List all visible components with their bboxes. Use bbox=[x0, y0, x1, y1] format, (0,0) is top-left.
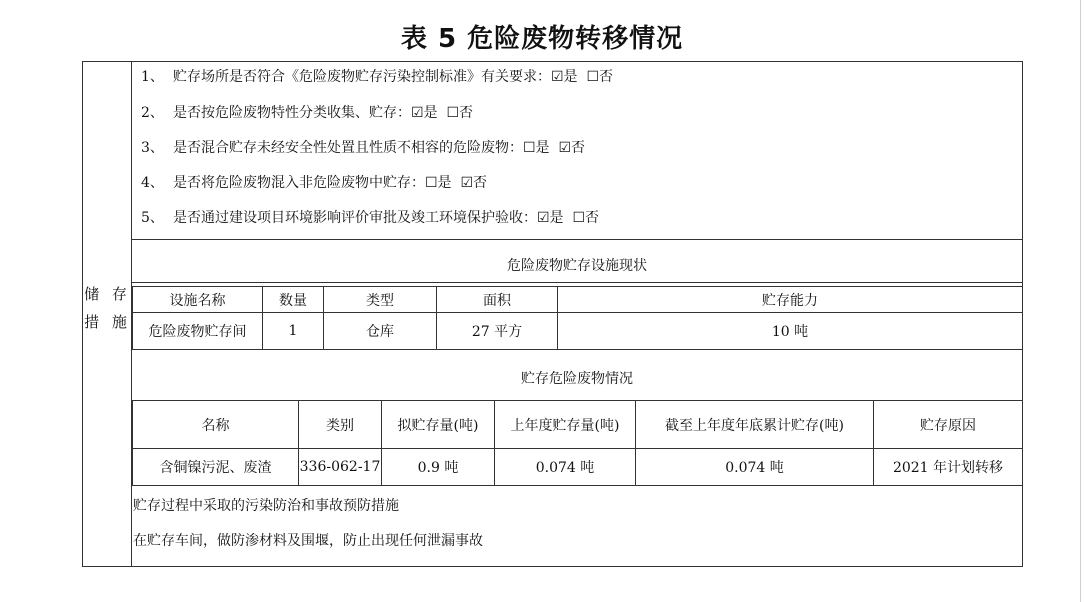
storage-heading: 贮存危险废物情况 bbox=[521, 371, 633, 387]
storage-header-cell: 类别 bbox=[299, 401, 382, 449]
storage-header-cell: 贮存原因 bbox=[874, 401, 1023, 449]
side-label-line-1: 储 存 bbox=[84, 285, 131, 303]
facility-data-row bbox=[133, 313, 1023, 350]
facility-table bbox=[132, 286, 1023, 350]
storage-cell: 336-062-17 bbox=[299, 449, 382, 486]
question-2 bbox=[141, 102, 473, 122]
storage-header-cell: 名称 bbox=[133, 401, 299, 449]
question-text: 是否混合贮存未经安全性处置且性质不相容的危险废物： bbox=[173, 140, 523, 156]
storage-table bbox=[82, 61, 1023, 567]
page-edge-line bbox=[1080, 0, 1081, 602]
storage-cell: 含铜镍污泥、废渣 bbox=[133, 449, 299, 486]
storage-cell: 2021 年计划转移 bbox=[874, 449, 1023, 486]
no-checkbox[interactable]: ☑否 bbox=[558, 140, 586, 156]
facility-header-cell: 设施名称 bbox=[133, 287, 263, 313]
facility-header-cell: 面积 bbox=[437, 287, 558, 313]
no-checkbox[interactable]: ☐否 bbox=[446, 105, 474, 121]
yes-checkbox[interactable]: ☑是 bbox=[537, 210, 564, 226]
measures-heading: 贮存过程中采取的污染防治和事故预防措施 bbox=[133, 498, 399, 514]
yes-checkbox[interactable]: ☑是 bbox=[551, 69, 578, 85]
storage-cell: 0.074 吨 bbox=[636, 449, 874, 486]
question-number: 4、 bbox=[141, 175, 164, 191]
yes-checkbox[interactable]: ☐是 bbox=[425, 175, 452, 191]
storage-header-row bbox=[133, 401, 1023, 449]
storage-data-row bbox=[133, 449, 1023, 486]
side-label bbox=[83, 280, 132, 336]
facility-cell: 10 吨 bbox=[558, 313, 1023, 350]
question-number: 5、 bbox=[141, 210, 164, 226]
question-3 bbox=[141, 137, 585, 157]
storage-header-cell: 截至上年度年底累计贮存(吨) bbox=[636, 401, 874, 449]
facility-header-cell: 贮存能力 bbox=[558, 287, 1023, 313]
question-1 bbox=[141, 66, 613, 86]
facility-heading: 危险废物贮存设施现状 bbox=[507, 258, 647, 274]
question-5 bbox=[141, 207, 599, 227]
facility-cell: 27 平方 bbox=[437, 313, 558, 350]
storage-cell: 0.9 吨 bbox=[382, 449, 495, 486]
question-number: 2、 bbox=[141, 105, 164, 121]
measures-text: 在贮存车间，做防渗材料及围堰，防止出现任何泄漏事故 bbox=[133, 533, 483, 549]
no-checkbox[interactable]: ☑否 bbox=[460, 175, 488, 191]
divider bbox=[132, 282, 1022, 283]
question-text: 是否通过建设项目环境影响评价审批及竣工环境保护验收： bbox=[173, 210, 537, 226]
side-label-line-2: 措 施 bbox=[84, 313, 131, 331]
facility-cell: 1 bbox=[263, 313, 324, 350]
divider bbox=[132, 239, 1022, 240]
facility-header-cell: 数量 bbox=[263, 287, 324, 313]
storage-header-cell: 上年度贮存量(吨) bbox=[495, 401, 636, 449]
question-number: 1、 bbox=[141, 69, 164, 85]
storage-cell: 0.074 吨 bbox=[495, 449, 636, 486]
yes-checkbox[interactable]: ☑是 bbox=[411, 105, 438, 121]
no-checkbox[interactable]: ☐否 bbox=[572, 210, 600, 226]
question-text: 贮存场所是否符合《危险废物贮存污染控制标准》有关要求： bbox=[173, 69, 551, 85]
facility-cell: 仓库 bbox=[324, 313, 437, 350]
facility-header-cell: 类型 bbox=[324, 287, 437, 313]
side-column bbox=[83, 62, 132, 566]
facility-cell: 危险废物贮存间 bbox=[133, 313, 263, 350]
facility-header-row bbox=[133, 287, 1023, 313]
question-text: 是否将危险废物混入非危险废物中贮存： bbox=[173, 175, 425, 191]
page-title: 表 5 危险废物转移情况 bbox=[400, 24, 684, 54]
no-checkbox[interactable]: ☐否 bbox=[586, 69, 614, 85]
question-4 bbox=[141, 172, 487, 192]
storage-header-cell: 拟贮存量(吨) bbox=[382, 401, 495, 449]
yes-checkbox[interactable]: ☐是 bbox=[523, 140, 550, 156]
storage-waste-table bbox=[132, 400, 1023, 486]
question-number: 3、 bbox=[141, 140, 164, 156]
question-text: 是否按危险废物特性分类收集、贮存： bbox=[173, 105, 411, 121]
